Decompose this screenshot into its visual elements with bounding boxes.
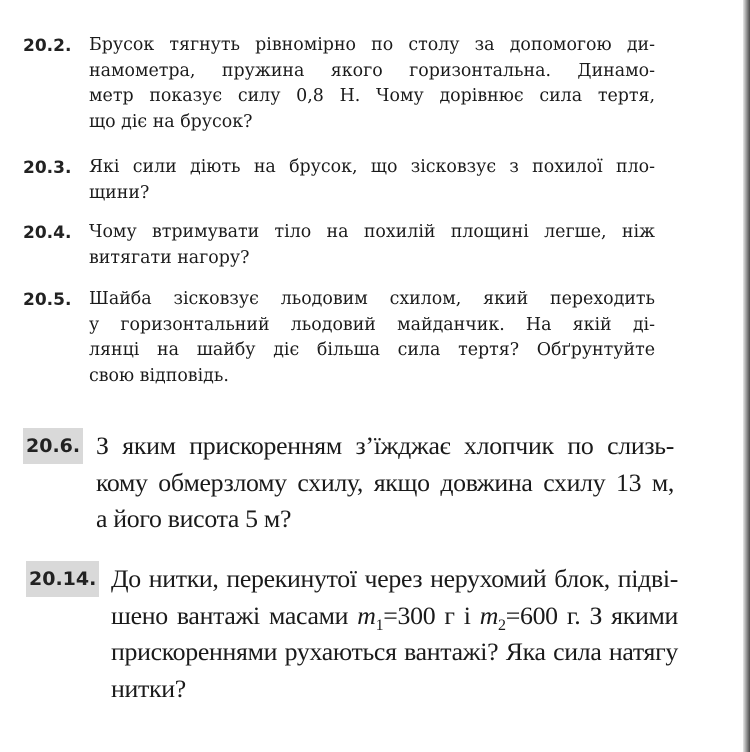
- text-line: у горизонтальний льодовий майданчик. На якій ді-: [89, 314, 655, 335]
- text-fragment: шено вантажі масами: [111, 600, 358, 630]
- problem-text: [96, 428, 674, 538]
- problem-number: 20.6.: [23, 428, 83, 464]
- text-line: лянці на шайбу діє більша сила тертя? Обґрунтуйте: [89, 340, 655, 360]
- text-line: намометра, пружина якого горизонтальна. Динамо-: [89, 60, 655, 81]
- text-line: До нитки, перекинутої через нерухомий блок, підві-: [111, 564, 678, 593]
- text-line: Брусок тягнуть рівномірно по столу за допомогою ди-: [89, 35, 655, 55]
- text-line: прискореннями рухаються вантажі? Яка сила натягу: [111, 637, 678, 666]
- problem-text: [89, 220, 655, 271]
- text-line: витягати нагору?: [89, 247, 250, 268]
- problem-number: 20.2.: [23, 36, 72, 56]
- text-line: кому обмерзлому схилу, якщо довжина схилу 13 м,: [96, 467, 674, 497]
- text-line: Чому втримувати тіло на похилій площині легше, ніж: [89, 222, 655, 242]
- text-line: Шайба зісковзує льодовим схилом, який переходить: [89, 289, 655, 309]
- problem-number: 20.3.: [23, 158, 72, 178]
- text-line: Які сили діють на брусок, що зісковзує з похилої пло-: [89, 157, 655, 177]
- text-line: метр показує силу 0,8 Н. Чому дорівнює сила тертя,: [89, 86, 655, 106]
- mass1-subscript: 1: [375, 616, 384, 634]
- text-line: що діє на брусок?: [89, 111, 253, 132]
- mass2-subscript: 2: [498, 616, 506, 634]
- text-line: свою відповідь.: [89, 365, 229, 386]
- problem-number: 20.4.: [23, 223, 72, 243]
- problem-number: 20.14.: [26, 561, 99, 597]
- text-line: нитки?: [111, 673, 186, 703]
- text-line: щини?: [89, 182, 150, 203]
- text-line-with-masses: [111, 598, 678, 635]
- text-line: З яким прискоренням з’їжджає хлопчик по слизь-: [96, 431, 674, 460]
- page-edge-shadow: [743, 0, 750, 752]
- problem-text: [89, 287, 655, 389]
- mass2-symbol: m: [479, 600, 499, 630]
- problem-text: [111, 561, 678, 707]
- problem-text: [89, 33, 655, 135]
- mass1-value: =300 г і: [383, 600, 480, 630]
- problem-number: 20.5.: [23, 290, 72, 310]
- text-line: а його висота 5 м?: [96, 504, 292, 533]
- mass2-value: =600 г. З якими: [505, 600, 678, 630]
- mass1-symbol: m: [357, 600, 376, 630]
- problem-text: [89, 155, 655, 206]
